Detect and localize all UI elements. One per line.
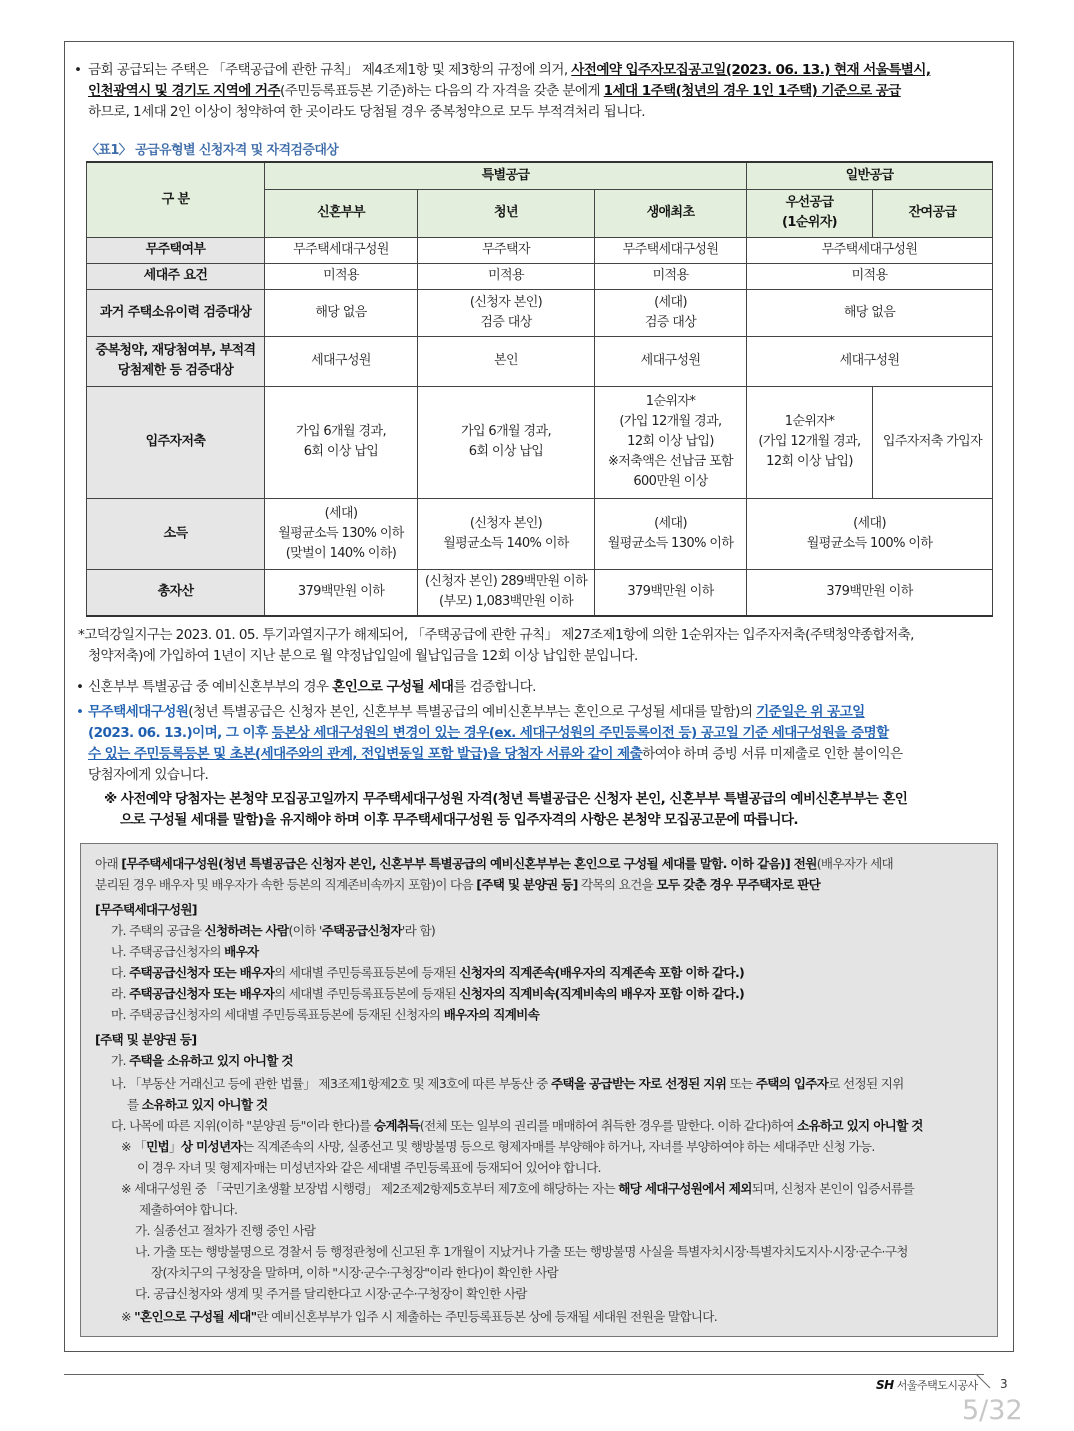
box-text: 다.: [111, 965, 130, 980]
intro-emphasis: 1세대 1주택(청년의 경우 1인 1주택) 기준으로 공급: [603, 83, 901, 99]
box-line: 다. 공급신청자와 생계 및 주거를 달리한다고 시장·군수·구청장이 확인한 사람: [135, 1286, 527, 1301]
row-household-head: [87, 263, 993, 289]
table-cell: [747, 386, 873, 498]
note-bullet-2: [76, 702, 1008, 786]
cell-line: 검증 대상: [480, 314, 532, 330]
box-line: [111, 1050, 293, 1071]
cell-line: 6회 이상 납입: [468, 444, 544, 459]
reference-note: [104, 789, 1004, 831]
box-emphasis: 주택공급신청자 또는 배우자: [129, 965, 275, 980]
cell-line: (가입 12개월 경과,: [619, 414, 722, 429]
note-text: 하여야 하며 증빙 서류 미제출로 인한 불이익은: [642, 746, 903, 762]
note-emphasis: (2023. 06. 13.)이며, 그 이후: [88, 725, 272, 741]
reference-text: ※ 사전예약 당첨자는 본청약 모집공고일까지 무주택세대구성원 자격(청년 특별공급은 신청자 본인, 신혼부부 특별공급의 예비신혼부부는 혼인: [104, 791, 908, 807]
table-cell: [265, 498, 418, 569]
box-text: 가. 주택의 공급을: [111, 923, 205, 938]
definition-box: [80, 843, 998, 1337]
note-text: 를 검증합니다.: [453, 679, 536, 695]
box-emphasis: 민법: [146, 1139, 169, 1154]
note-emphasis: 혼인으로 구성될 세대: [332, 679, 454, 695]
reference-text: 으로 구성될 세대를 말함)을 유지해야 하며 이후 무주택세대구성원 등 입주자격의 사항은 본청약 모집공고문에 따릅니다.: [120, 812, 798, 828]
cell-line: (세대): [324, 505, 358, 521]
footnote-text: 고덕강일지구는 2023. 01. 05. 투기과열지구가 해제되어, 「주택공급에 관한 규칙」 제27조제1항에 의한 1순위자는 입주자저축(주택청약종합저축,: [84, 627, 914, 643]
table-cell: 세대구성원: [595, 336, 747, 386]
row-label: 소득: [87, 498, 265, 569]
table-cell: 미적용: [747, 263, 993, 289]
table-cell: [418, 386, 595, 498]
cell-line: 가입 6개월 경과,: [295, 424, 387, 439]
intro-emphasis: 인천광역시 및 경기도 지역에 거주: [88, 83, 280, 99]
cell-line: 1순위자*: [645, 394, 696, 409]
cell-line: (신청자 본인) 289백만원 이하: [424, 574, 588, 590]
cell-line: (맞벌이 140% 이하): [285, 545, 397, 561]
note-line: [88, 744, 1008, 765]
table-cell: 미적용: [265, 263, 418, 289]
cell-line: ※저축액은 선납금 포함: [608, 454, 733, 469]
eligibility-table: [86, 161, 993, 617]
box-text: 되며, 신청자 본인이 입증서류를: [751, 1181, 914, 1196]
bullet: •: [76, 704, 84, 720]
box-line: [111, 962, 744, 983]
table-cell: [595, 386, 747, 498]
table-cell: 무주택세대구성원: [265, 237, 418, 263]
box-text: 」: [169, 1139, 181, 1154]
box-line: [111, 920, 435, 941]
table-cell: 미적용: [418, 263, 595, 289]
box-heading-text: [주택 및 분양권 등]: [95, 1032, 197, 1047]
table-cell: [418, 498, 595, 569]
footnote-mark: *: [78, 627, 85, 643]
cell-line: 12회 이상 납입): [766, 454, 853, 469]
table-cell: 미적용: [595, 263, 747, 289]
reference-line: [104, 810, 1004, 831]
box-emphasis: 승계취득: [373, 1118, 420, 1133]
note-line: [88, 702, 1008, 723]
cell-line: 12회 이상 납입): [627, 434, 714, 449]
page-counter: 5/32: [962, 1395, 1023, 1426]
intro-line-1: [88, 60, 1008, 81]
box-emphasis: [주택 및 분양권 등]: [476, 877, 578, 892]
row-label: 과거 주택소유이력 검증대상: [87, 289, 265, 336]
box-text: 나. 「부동산 거래신고 등에 관한 법률」 제3조제1항제2호 및 제3호에 따른 부동산 중: [111, 1076, 551, 1091]
table-cell: 입주자저축 가입자: [873, 386, 993, 498]
box-emphasis: 해당 세대구성원에서 제외: [618, 1181, 752, 1196]
box-line: [121, 1306, 717, 1327]
box-emphasis: 주택공급신청자 또는 배우자: [129, 986, 275, 1001]
box-text: 아래: [95, 856, 122, 871]
box-text: 로 선정된 지위: [828, 1076, 904, 1091]
footnote-star: [78, 625, 1008, 667]
table-cell: [747, 498, 993, 569]
box-line: [111, 983, 744, 1004]
header-general-supply: 일반공급: [747, 162, 993, 189]
cell-line: 월평균소득 100% 이하: [806, 535, 933, 551]
box-emphasis: "혼인으로 구성될 세대": [134, 1309, 257, 1324]
row-past-ownership: [87, 289, 993, 336]
box-emphasis: 소유하고 있지 아니할 것: [141, 1097, 268, 1112]
box-text: 가.: [111, 1053, 130, 1068]
box-line: [111, 1004, 539, 1025]
table-caption: 〈표1〉 공급유형별 신청자격 및 자격검증대상: [86, 143, 339, 158]
table-cell: [595, 289, 747, 336]
box-line: [127, 1094, 268, 1115]
row-income: [87, 498, 993, 569]
cell-line: (세대): [853, 515, 886, 531]
bullet: •: [74, 62, 82, 78]
cell-line: 월평균소득 130% 이하: [607, 535, 734, 551]
box-text: 나. 주택공급신청자의: [111, 944, 225, 959]
col-youth: 청년: [418, 189, 595, 237]
table-cell: 본인: [418, 336, 595, 386]
row-label-line: 중복청약, 재당첨여부, 부적격: [95, 343, 256, 358]
box-emphasis: 배우자의 직계비속: [443, 1007, 540, 1022]
note-emphasis: 기준일은 위 공고일: [756, 704, 865, 720]
intro-text: 금회 공급되는 주택은 「주택공급에 관한 규칙」 제4조제1항 및 제3항의 규정에 의거,: [88, 62, 572, 78]
note-text: (청년 특별공급은 신청자 본인, 신혼부부 특별공급의 예비신혼부부는 혼인으로 구성될 세대를 말함)의: [188, 704, 757, 720]
note-bullet-1: [76, 677, 1008, 698]
row-homeless: [87, 237, 993, 263]
table-cell: 무주택세대구성원: [747, 237, 993, 263]
box-emphasis: 주택을 소유하고 있지 아니할 것: [129, 1053, 293, 1068]
box-heading: [95, 899, 197, 920]
sh-logo-mark: SH: [876, 1378, 894, 1392]
footnote-line: [78, 625, 998, 646]
table-cell: 세대구성원: [747, 336, 993, 386]
note-emphasis: 등본상 세대구성원의 변경이 있는 경우(ex. 세대구성원의 주민등록이전 등) 공고일 기준 세대구성원을 증명할: [271, 725, 889, 741]
intro-line-3: 하므로, 1세대 2인 이상이 청약하여 한 곳이라도 당첨될 경우 중복청약으로 모두 부적격처리 됩니다.: [88, 104, 645, 120]
box-line: 제출하여야 합니다.: [139, 1202, 238, 1217]
cell-line: 1순위자*: [784, 414, 835, 429]
note-emphasis: 수 있는 주민등록등본 및 초본(세대주와의 관계, 전입변동일 포함 발급)을 당첨자 서류와 같이 제출: [88, 746, 643, 762]
box-line: [95, 853, 893, 874]
note-emphasis: 무주택세대구성원: [88, 704, 189, 720]
box-text: 다. 나목에 따른 지위(이하 "분양권 등"이라 한다)를: [111, 1118, 374, 1133]
box-line: [111, 1073, 904, 1094]
cell-line: (신청자 본인): [469, 294, 543, 310]
row-savings: [87, 386, 993, 498]
box-text: 를: [127, 1097, 142, 1112]
col-remaining: 잔여공급: [873, 189, 993, 237]
footnote-line: 청약저축)에 가입하여 1년이 지난 분으로 월 약정납입일에 월납입금을 12회 이상 납입한 분입니다.: [88, 648, 638, 664]
box-line: 나. 가출 또는 행방불명으로 경찰서 등 행정관청에 신고된 후 1개월이 지났거나 가출 또는 행방불명 사실을 특별자치시장·특별자치도지사·시장·군수·구청: [135, 1244, 908, 1259]
table-corner: 구 분: [87, 162, 265, 237]
box-emphasis: 주택의 입주자: [755, 1076, 829, 1091]
table-cell: [265, 386, 418, 498]
cell-line: (부모) 1,083백만원 이하: [439, 594, 573, 610]
box-emphasis: 신청자의 직계존속(배우자의 직계존속 포함 이하 같다.): [459, 965, 745, 980]
cell-line: (가입 12개월 경과,: [758, 434, 861, 449]
cell-line: 검증 대상: [644, 314, 697, 330]
box-text: '라 함): [401, 923, 436, 938]
footer-slash: [976, 1374, 996, 1390]
box-text: 또는: [726, 1076, 756, 1091]
box-text: 라.: [111, 986, 130, 1001]
row-label: 세대주 요건: [87, 263, 265, 289]
box-heading-text: [무주택세대구성원]: [95, 902, 197, 917]
col-priority: [747, 189, 873, 237]
row-label: 입주자저축: [87, 386, 265, 498]
box-emphasis: 주택을 공급받는 자로 선정된 지위: [550, 1076, 727, 1091]
table-cell: 379백만원 이하: [265, 569, 418, 616]
note-text: 신혼부부 특별공급 중 예비신혼부부의 경우: [88, 679, 333, 695]
box-text: 의 세대별 주민등록표등본에 등재된: [274, 965, 460, 980]
sh-logo: [876, 1377, 978, 1393]
table-cell: 379백만원 이하: [747, 569, 993, 616]
table-cell: [418, 289, 595, 336]
note-line: [88, 723, 1008, 744]
box-emphasis: 상 미성년자: [180, 1139, 242, 1154]
box-line: [95, 874, 820, 895]
box-text: (이하 ': [288, 923, 322, 938]
box-line: [121, 1136, 875, 1157]
col-first-time: 생애최초: [595, 189, 747, 237]
box-emphasis: 주택공급신청자: [321, 923, 402, 938]
box-line: [121, 1178, 914, 1199]
footer-rule: [64, 1374, 984, 1375]
col-priority-b: (1순위자): [782, 215, 838, 230]
table-cell: 무주택자: [418, 237, 595, 263]
sh-logo-text: 서울주택도시공사: [896, 1379, 978, 1392]
box-emphasis: 전원: [790, 856, 817, 871]
cell-line: 월평균소득 130% 이하: [278, 525, 404, 541]
row-label: [87, 336, 265, 386]
header-special-supply: 특별공급: [265, 162, 747, 189]
box-text: ※: [121, 1309, 135, 1324]
box-line: [111, 941, 259, 962]
box-text: 란 예비신혼부부가 입주 시 제출하는 주민등록표등본 상에 등재될 세대원 전원을 말합니다.: [256, 1309, 718, 1324]
box-text: ※ 세대구성원 중 「국민기초생활 보장법 시행령」 제2조제2항제5호부터 제7호에 해당하는 자는: [121, 1181, 619, 1196]
page-number: 3: [1000, 1377, 1008, 1391]
table-header-row: [87, 162, 993, 189]
cell-line: 가입 6개월 경과,: [460, 424, 552, 439]
box-emphasis: [무주택세대구성원(청년 특별공급은 신청자 본인, 신혼부부 특별공급의 예비신혼부부는 혼인으로 구성될 세대를 말함. 이하 같음)]: [121, 856, 791, 871]
row-label: 총자산: [87, 569, 265, 616]
cell-line: (세대): [654, 515, 687, 531]
box-emphasis: 신청자의 직계비속(직계비속의 배우자 포함 이하 같다.): [459, 986, 745, 1001]
table-cell: 해당 없음: [747, 289, 993, 336]
box-heading: [95, 1029, 196, 1050]
row-label: 무주택여부: [87, 237, 265, 263]
cell-line: 월평균소득 140% 이하: [443, 535, 569, 551]
intro-emphasis: 사전예약 입주자모집공고일(2023. 06. 13.) 현재 서울특별시,: [571, 62, 931, 78]
table-cell: [418, 569, 595, 616]
box-emphasis: 모두 갖춘 경우 무주택자로 판단: [656, 877, 821, 892]
box-line: [111, 1115, 923, 1136]
box-text: 분리된 경우 배우자 및 배우자가 속한 등본의 직계존비속까지 포함)이 다음: [95, 877, 477, 892]
box-emphasis: 신청하려는 사람: [204, 923, 289, 938]
note-line: 당첨자에게 있습니다.: [88, 767, 209, 783]
cell-line: 6회 이상 납입: [303, 444, 379, 459]
reference-line: [104, 789, 1004, 810]
box-text: (전체 또는 일부의 권리를 매매하여 취득한 경우를 말한다. 이하 같다)하여: [419, 1118, 798, 1133]
box-text: (배우자가 세대: [816, 856, 893, 871]
box-line: 이 경우 자녀 및 형제자매는 미성년자와 같은 세대별 주민등록표에 등재되어 있어야 합니다.: [137, 1160, 601, 1175]
col-newlywed: 신혼부부: [265, 189, 418, 237]
box-line: 가. 실종선고 절차가 진행 중인 사람: [135, 1223, 316, 1238]
table-cell: 세대구성원: [265, 336, 418, 386]
row-duplicate-check: [87, 336, 993, 386]
col-priority-a: 우선공급: [785, 195, 834, 210]
box-line: 장(자치구의 구청장을 말하며, 이하 "시장·군수·구청장"이라 한다)이 확인한 사람: [151, 1265, 559, 1280]
box-text: 의 세대별 주민등록표등본에 등재된: [274, 986, 460, 1001]
cell-line: (세대): [654, 294, 687, 310]
box-text: 는 직계존속의 사망, 실종선고 및 행방불명 등으로 형제자매를 부양해야 하거나, 자녀를 부양하여야 하는 세대주만 신청 가능.: [241, 1139, 875, 1154]
intro-text: (주민등록표등본 기준)하는 다음의 각 자격을 갖춘 분에게: [279, 83, 604, 99]
box-text: ※ 「: [121, 1139, 147, 1154]
box-emphasis: 배우자: [224, 944, 259, 959]
intro-paragraph: [74, 60, 1008, 123]
row-label-line: 당첨제한 등 검증대상: [117, 363, 234, 378]
cell-line: 600만원 이상: [633, 474, 708, 489]
intro-line-2: [88, 81, 1008, 102]
row-total-assets: [87, 569, 993, 616]
table-cell: [595, 498, 747, 569]
box-text: 각목의 요건을: [577, 877, 657, 892]
cell-line: (신청자 본인): [469, 515, 543, 531]
table-cell: 379백만원 이하: [595, 569, 747, 616]
box-text: 마. 주택공급신청자의 세대별 주민등록표등본에 등재된 신청자의: [111, 1007, 444, 1022]
box-emphasis: 소유하고 있지 아니할 것: [797, 1118, 923, 1133]
table-cell: 해당 없음: [265, 289, 418, 336]
bullet: •: [76, 679, 84, 695]
table-cell: 무주택세대구성원: [595, 237, 747, 263]
